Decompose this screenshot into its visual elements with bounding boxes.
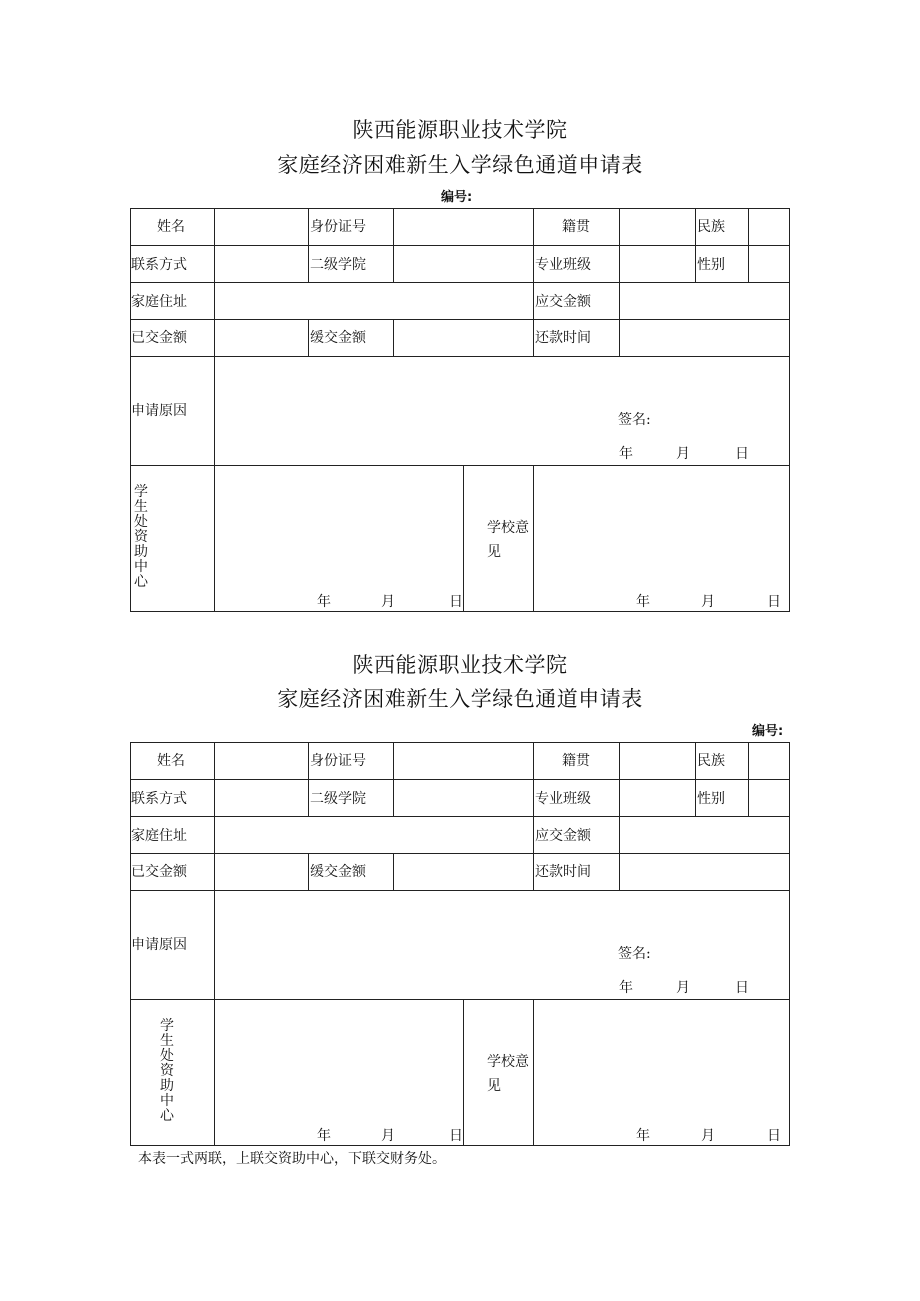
date-month: 月 xyxy=(676,980,690,996)
date-month: 月 xyxy=(676,446,690,462)
label-college: 二级学院 xyxy=(310,791,366,807)
date-month: 月 xyxy=(381,1128,395,1144)
date-day: 日 xyxy=(449,1128,463,1144)
date-year: 年 xyxy=(317,594,331,610)
label-name: 姓名 xyxy=(157,219,185,235)
label-major-class: 专业班级 xyxy=(535,257,591,273)
date-year: 年 xyxy=(636,594,650,610)
date-month: 月 xyxy=(701,594,715,610)
label-native-place: 籍贯 xyxy=(562,753,590,769)
form-title-2: 家庭经济困难新生入学绿色通道申请表 xyxy=(277,687,643,711)
label-contact: 联系方式 xyxy=(131,791,187,807)
label-home-address: 家庭住址 xyxy=(131,828,187,844)
label-home-address: 家庭住址 xyxy=(131,294,187,310)
date-day: 日 xyxy=(735,980,749,996)
label-reason: 申请原因 xyxy=(131,403,187,419)
date-day: 日 xyxy=(767,1128,781,1144)
label-repay-time: 还款时间 xyxy=(535,864,591,880)
label-amount-paid: 已交金额 xyxy=(131,864,187,880)
label-amount-due: 应交金额 xyxy=(535,294,591,310)
label-signature: 签名: xyxy=(618,412,651,428)
date-month: 月 xyxy=(701,1128,715,1144)
label-major-class: 专业班级 xyxy=(535,791,591,807)
label-gender: 性别 xyxy=(697,791,725,807)
label-reason: 申请原因 xyxy=(131,937,187,953)
label-contact: 联系方式 xyxy=(131,257,187,273)
form-title-1: 家庭经济困难新生入学绿色通道申请表 xyxy=(277,153,643,177)
label-college: 二级学院 xyxy=(310,257,366,273)
application-form-1 xyxy=(130,208,790,612)
label-student-aid-center: 学生处资助中心 xyxy=(160,1018,174,1124)
school-name-2: 陕西能源职业技术学院 xyxy=(352,653,568,677)
label-ethnicity: 民族 xyxy=(697,753,725,769)
label-school-opinion: 学校意见 xyxy=(487,1054,529,1094)
label-student-aid-center: 学生处资助中心 xyxy=(134,484,148,590)
label-signature: 签名: xyxy=(618,946,651,962)
footnote: 本表一式两联，上联交资助中心，下联交财务处。 xyxy=(138,1151,446,1167)
date-day: 日 xyxy=(449,594,463,610)
label-id-number: 身份证号 xyxy=(310,753,366,769)
date-year: 年 xyxy=(636,1128,650,1144)
label-amount-deferred: 缓交金额 xyxy=(310,864,366,880)
date-year: 年 xyxy=(619,446,633,462)
application-form-2 xyxy=(130,742,790,1146)
label-native-place: 籍贯 xyxy=(562,219,590,235)
date-year: 年 xyxy=(619,980,633,996)
label-gender: 性别 xyxy=(697,257,725,273)
label-amount-due: 应交金额 xyxy=(535,828,591,844)
serial-label-2: 编号: xyxy=(752,724,784,739)
label-id-number: 身份证号 xyxy=(310,219,366,235)
label-name: 姓名 xyxy=(157,753,185,769)
date-month: 月 xyxy=(381,594,395,610)
label-repay-time: 还款时间 xyxy=(535,330,591,346)
label-school-opinion: 学校意见 xyxy=(487,520,529,560)
serial-label-1: 编号: xyxy=(441,190,473,205)
date-day: 日 xyxy=(767,594,781,610)
label-amount-paid: 已交金额 xyxy=(131,330,187,346)
label-ethnicity: 民族 xyxy=(697,219,725,235)
label-amount-deferred: 缓交金额 xyxy=(310,330,366,346)
date-day: 日 xyxy=(735,446,749,462)
date-year: 年 xyxy=(317,1128,331,1144)
school-name-1: 陕西能源职业技术学院 xyxy=(352,118,568,142)
